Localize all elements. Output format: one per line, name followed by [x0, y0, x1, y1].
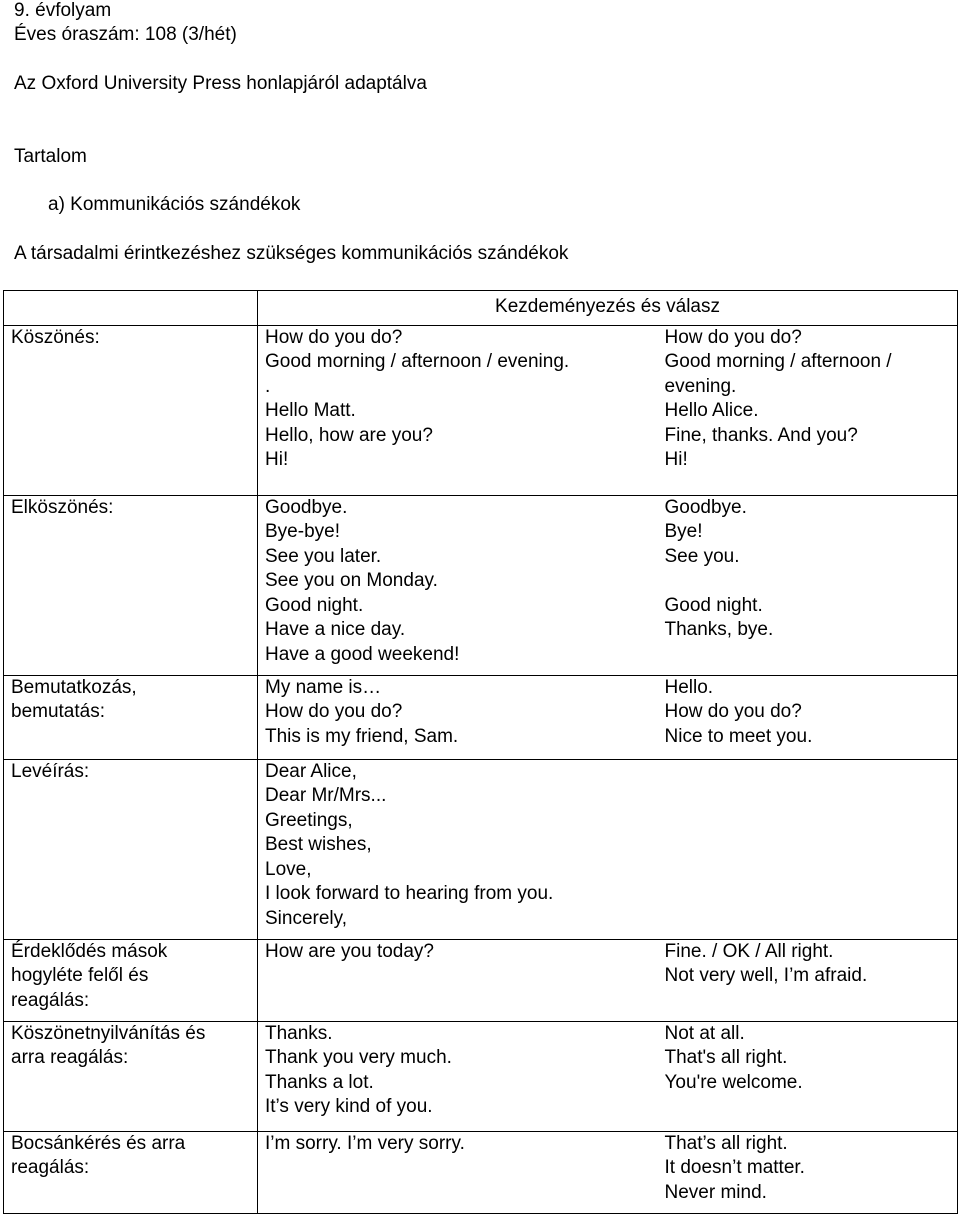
table-row [4, 495, 958, 675]
source-line: Az Oxford University Press honlapjáról adaptálva [14, 73, 427, 94]
row-label: Levéírás: [4, 759, 258, 939]
table-row [4, 1021, 958, 1131]
communication-table [3, 290, 958, 1214]
table-row [4, 759, 958, 939]
row-response: Not at all. That's all right. You're welcome. [658, 1021, 958, 1131]
row-initiate: I’m sorry. I’m very sorry. [258, 1131, 658, 1213]
row-label: Bocsánkérés és arra reagálás: [4, 1131, 258, 1213]
row-label: Köszönetnyilvánítás és arra reagálás: [4, 1021, 258, 1131]
row-label: Elköszönés: [4, 495, 258, 675]
contents-heading: Tartalom [14, 146, 87, 167]
hours-line: Éves óraszám: 108 (3/hét) [14, 24, 237, 45]
row-label: Bemutatkozás, bemutatás: [4, 675, 258, 759]
grade-line: 9. évfolyam [14, 0, 112, 21]
row-initiate: My name is… How do you do? This is my friend, Sam. [258, 675, 658, 759]
table-row [4, 1131, 958, 1213]
row-response: How do you do? Good morning / afternoon / evening. Hello Alice. Fine, thanks. And you? Hi! [658, 325, 958, 495]
table-header: Kezdeményezés és válasz [258, 291, 958, 326]
row-response: Hello. How do you do? Nice to meet you. [658, 675, 958, 759]
row-response [658, 759, 958, 939]
row-initiate: Dear Alice, Dear Mr/Mrs... Greetings, Best wishes, Love, I look forward to hearing from you. Sincerely, [258, 759, 658, 939]
row-initiate: How are you today? [258, 939, 658, 1021]
row-response: Goodbye. Bye! See you. Good night. Thanks, bye. [658, 495, 958, 675]
row-label: Köszönés: [4, 325, 258, 495]
row-initiate: Thanks. Thank you very much. Thanks a lot. It’s very kind of you. [258, 1021, 658, 1131]
row-response: Fine. / OK / All right. Not very well, I’m afraid. [658, 939, 958, 1021]
table-row [4, 939, 958, 1021]
section-a-heading: a) Kommunikációs szándékok [48, 194, 301, 215]
row-initiate: How do you do? Good morning / afternoon / evening. . Hello Matt. Hello, how are you? Hi! [258, 325, 658, 495]
table-row [4, 675, 958, 759]
table-row [4, 325, 958, 495]
header-empty-cell [4, 291, 258, 326]
row-label: Érdeklődés mások hogyléte felől és reagálás: [4, 939, 258, 1021]
row-initiate: Goodbye. Bye-bye! See you later. See you on Monday. Good night. Have a nice day. Have a good weekend! [258, 495, 658, 675]
row-response: That’s all right. It doesn’t matter. Never mind. [658, 1131, 958, 1213]
table-header-row [4, 291, 958, 326]
subtitle: A társadalmi érintkezéshez szükséges kommunikációs szándékok [14, 243, 569, 264]
